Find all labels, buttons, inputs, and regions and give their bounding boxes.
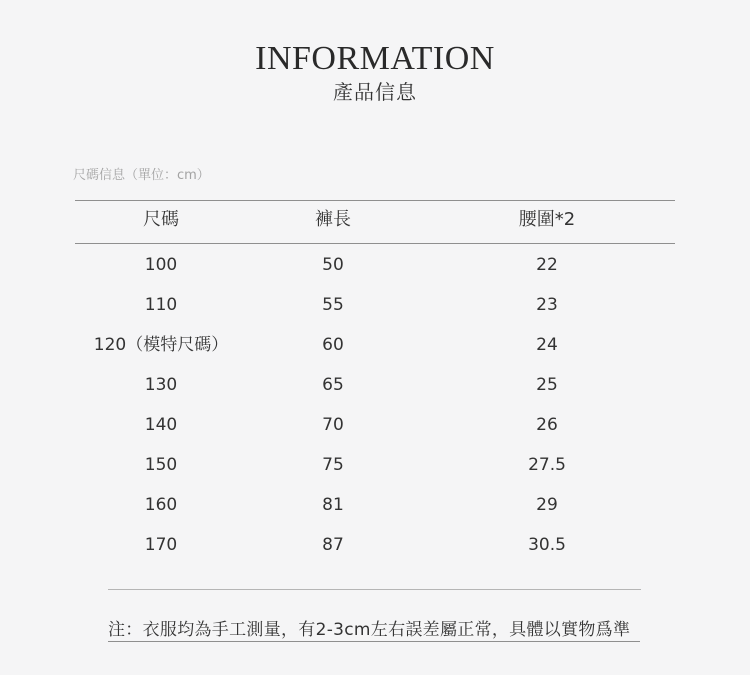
- table-row-size: 160: [144, 495, 178, 515]
- table-top-rule: [75, 200, 675, 201]
- table-row-size: 110: [144, 295, 178, 315]
- header-pants-length: 褲長: [315, 209, 351, 230]
- table-row-waist: 30.5: [528, 535, 566, 555]
- header-size: 尺碼: [143, 209, 179, 230]
- measurement-note: 注：衣服均為手工測量，有2-3cm左右誤差屬正常，具體以實物爲準: [108, 620, 631, 640]
- table-row-length: 81: [322, 495, 344, 515]
- table-row-waist: 23: [536, 295, 558, 315]
- table-row-waist: 29: [536, 495, 558, 515]
- table-row-waist: 27.5: [528, 455, 566, 475]
- table-row-length: 70: [322, 415, 344, 435]
- table-row-waist: 25: [536, 375, 558, 395]
- table-row-waist: 24: [536, 335, 558, 355]
- table-row-waist: 22: [536, 255, 558, 275]
- title-english: INFORMATION: [255, 40, 495, 77]
- table-row-size: 170: [144, 535, 178, 555]
- table-row-length: 50: [322, 255, 344, 275]
- table-row-waist: 26: [536, 415, 558, 435]
- table-bottom-rule: [108, 589, 641, 590]
- table-row-length: 55: [322, 295, 344, 315]
- size-info-caption: 尺碼信息（單位：cm）: [73, 168, 210, 183]
- title-chinese: 產品信息: [333, 80, 417, 104]
- table-row-size: 120（模特尺碼）: [93, 335, 229, 355]
- table-row-size: 150: [144, 455, 178, 475]
- table-row-length: 75: [322, 455, 344, 475]
- table-header-rule: [75, 243, 675, 244]
- table-row-size: 140: [144, 415, 178, 435]
- table-row-length: 60: [322, 335, 344, 355]
- table-row-length: 65: [322, 375, 344, 395]
- table-row-size: 130: [144, 375, 178, 395]
- note-underline: [108, 641, 640, 642]
- table-row-size: 100: [144, 255, 178, 275]
- header-waist: 腰圍*2: [518, 209, 576, 230]
- table-row-length: 87: [322, 535, 344, 555]
